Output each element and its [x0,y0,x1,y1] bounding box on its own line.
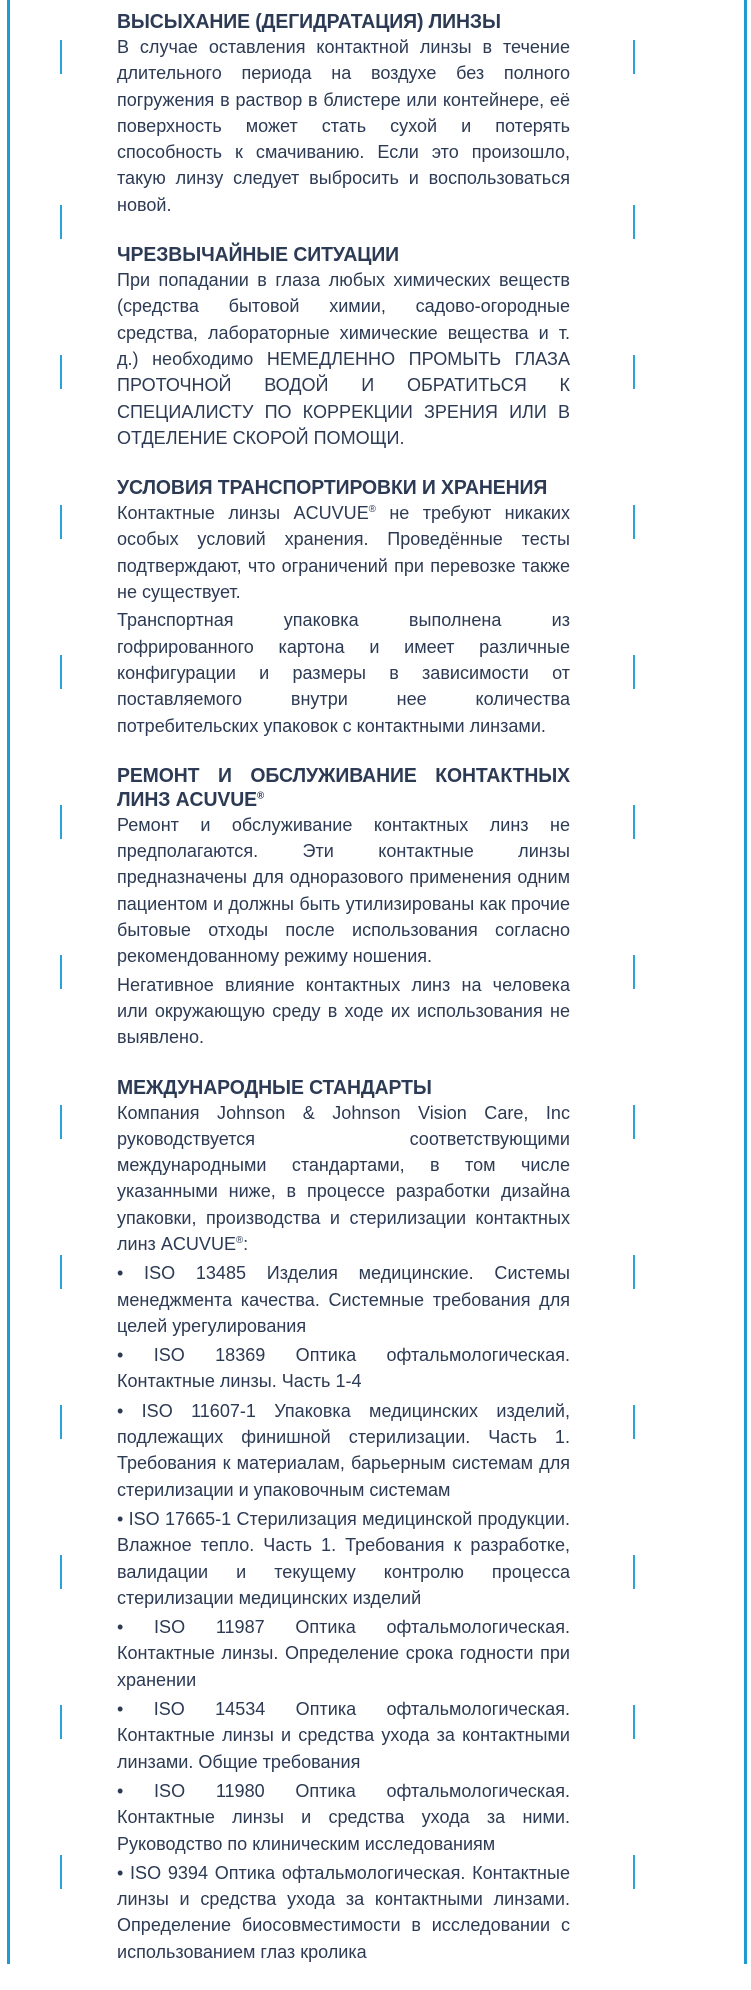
section-dehydration [117,10,570,218]
margin-tick [633,40,635,74]
section-international-standards [117,1076,570,1966]
document-body [117,10,570,1990]
registered-mark: ® [256,790,265,802]
section-heading [117,764,570,812]
list-item: • ISO 18369 Оптика офтальмологическая. Контактные линзы. Часть 1-4 [117,1344,570,1392]
margin-tick [60,355,62,389]
section-heading: ЧРЕЗВЫЧАЙНЫЕ СИТУАЦИИ [117,244,400,267]
paragraph: Ремонт и обслуживание контактных линз не предполагаются. Эти контактные линзы предназначены для одноразового применения одним пациентом и должны быть утилизированы как прочие бытовые отходы после использования согласно рекомендованному режиму ношения. [117,813,570,967]
margin-tick [633,955,635,989]
margin-tick [60,1105,62,1139]
margin-tick [60,805,62,839]
left-border-line [7,0,10,1964]
paragraph: В случае оставления контактной линзы в течение длительного периода на воздухе без полного погружения в раствор в блистере или контейнере, её поверхность может стать сухой и потерять способность к смачиванию. Если это произошло, такую линзу следует выбросить и воспользоваться новой. [117,36,570,215]
margin-tick [60,655,62,689]
margin-tick [60,40,62,74]
margin-tick [60,1855,62,1889]
list-item: • ISO 11987 Оптика офтальмологическая. Контактные линзы. Определение срока годности при хранении [117,1616,570,1690]
section-heading: ВЫСЫХАНИЕ (ДЕГИДРАТАЦИЯ) ЛИНЗЫ [117,11,501,33]
margin-tick [60,1555,62,1589]
margin-tick [633,205,635,239]
registered-mark: ® [368,503,376,515]
margin-tick [633,655,635,689]
margin-tick [633,1855,635,1889]
list-item: • ISO 17665-1 Стерилизация медицинской продукции. Влажное тепло. Часть 1. Требования к разработке, валидации и текущему контролю процесса стерилизации медицинских изделий [117,1507,570,1608]
paragraph: Негативное влияние контактных линз на человека или окружающую среду в ходе их использования не выявлено. [117,973,570,1048]
paragraph: При попадании в глаза любых химических веществ (средства бытовой химии, садово-огородные средства, лабораторные химические вещества и т. д.) необходимо НЕМЕДЛЕННО ПРОМЫТЬ ГЛАЗА ПРОТОЧНОЙ ВОДОЙ И ОБРАТИТЬСЯ К СПЕЦИАЛИСТУ ПО КОРРЕКЦИИ ЗРЕНИЯ ИЛИ В ОТДЕЛЕНИЕ СКОРОЙ ПОМОЩИ. [117,269,570,448]
list-item: • ISO 11607-1 Упаковка медицинских изделий, подлежащих финишной стерилизации. Часть 1. Требования к материалам, барьерным системам для стерилизации и упаковочным системам [117,1399,570,1500]
margin-tick [633,1255,635,1289]
paragraph [117,1100,570,1258]
margin-tick [60,955,62,989]
margin-tick [633,1405,635,1439]
right-border-line [744,0,747,1964]
margin-tick [633,805,635,839]
section-heading: МЕЖДУНАРОДНЫЕ СТАНДАРТЫ [117,1076,432,1099]
text: Контактные линзы ACUVUE [117,502,369,524]
section-emergencies [117,243,570,451]
text: : [243,1232,249,1254]
margin-tick [60,1705,62,1739]
list-item: • ISO 11980 Оптика офтальмологическая. Контактные линзы и средства ухода за ними. Руководство по клиническим исследованиям [117,1779,570,1854]
margin-tick [633,505,635,539]
margin-tick [633,1105,635,1139]
margin-tick [60,1405,62,1439]
margin-tick [60,505,62,539]
text: Компания Johnson & Johnson Vision Care, Inc руководствуется соответствующими международными стандартами, в том числе указанными ниже, в процессе разработки дизайна упаковки, производства и стерилизации контактных линз ACUVUE [117,1101,570,1254]
section-repair-service [117,764,570,1051]
paragraph [117,500,570,605]
heading-text: РЕМОНТ И ОБСЛУЖИВАНИЕ КОНТАКТНЫХ ЛИНЗ ACUVUE [117,764,570,811]
margin-tick [633,1555,635,1589]
margin-tick [60,1255,62,1289]
margin-tick [633,355,635,389]
list-item: • ISO 13485 Изделия медицинские. Системы менеджмента качества. Системные требования для целей урегулирования [117,1262,570,1336]
section-transport-storage [117,476,570,739]
paragraph: Транспортная упаковка выполнена из гофрированного картона и имеет различные конфигурации и размеры в зависимости от поставляемого внутри нее количества потребительских упаковок с контактными линзами. [117,609,570,736]
margin-tick [633,1705,635,1739]
margin-tick [60,205,62,239]
text: не требуют никаких особых условий хранения. Проведённые тесты подтверждают, что ограничений при перевозке также не существует. [117,502,570,603]
registered-mark: ® [236,1234,244,1246]
list-item: • ISO 14534 Оптика офтальмологическая. Контактные линзы и средства ухода за контактными линзами. Общие требования [117,1698,570,1772]
section-heading: УСЛОВИЯ ТРАНСПОРТИРОВКИ И ХРАНЕНИЯ [117,477,548,500]
list-item: • ISO 9394 Оптика офтальмологическая. Контактные линзы и средства ухода за контактными линзами. Определение биосовместимости в исследовании с использованием глаз кролика [117,1861,570,1962]
